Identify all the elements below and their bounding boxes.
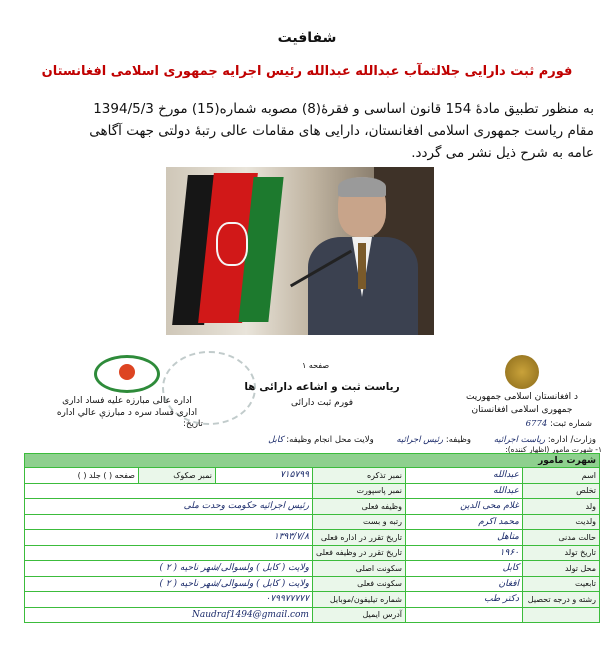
table-row: ولد غلام محی الدین وظیفه فعلی رئیس اجرائیه حکومت وحدت ملی <box>25 499 600 515</box>
person-tie <box>358 243 366 289</box>
gov-line-2: جمهوری اسلامی افغانستان <box>471 405 573 415</box>
ministry-value: ریاست اجرائیه <box>493 435 546 445</box>
officer-info-table <box>24 453 600 623</box>
gov-line-1: د افغانستان اسلامی جمهوریت <box>465 392 579 402</box>
person-figure <box>308 177 418 335</box>
ministry-row <box>22 435 602 445</box>
date-label: تاریخ: <box>183 419 203 429</box>
government-seal-icon <box>505 355 539 389</box>
table-row: رشته و درجه تحصیل دکتر طب شماره تیلیفون/موبایل ۰۷۹۹۷۷۷۷۷ <box>25 592 600 608</box>
table-row: تابعیت افغان سکونت فعلی ولایت ( کابل ) ولسوالی/شهر ناحیه ( ۲ ) <box>25 576 600 592</box>
center-line-1: ریاست ثبت و اشاعه دارائی ها <box>244 381 400 393</box>
agency-line-2: اداری فساد سره د مبارزې عالي اداره <box>56 408 198 418</box>
agency-line-1: اداره عالی مبارزه علیه فساد اداری <box>62 396 192 406</box>
asset-registration-form <box>22 345 602 645</box>
intro-line-2: مقام ریاست جمهوری اسلامی افغانستان، دارایی های مقامات عالی رتبۀ دولتی جهت آگاهی <box>89 123 594 139</box>
page-title: شفافیت <box>277 30 337 46</box>
table-row: محل تولد کابل سکونت اصلی ولایت ( کابل ) ولسوالی/شهر ناحیه ( ۲ ) <box>25 561 600 577</box>
job-value: رئیس اجرائیه <box>396 435 444 445</box>
number-value: 6774 <box>525 419 548 429</box>
location-label: ولایت محل انجام وظیفه: <box>286 435 374 445</box>
intro-line-3: عامه به شرح ذیل نشر می گردد. <box>411 145 594 161</box>
intro-line-1: به منظور تطبیق مادۀ 154 قانون اساسی و فقرۀ(8) مصوبه شماره(15) مورخ 1394/5/3 <box>93 101 594 117</box>
location-value: کابل <box>268 435 284 445</box>
eye-logo-icon <box>94 355 160 393</box>
person-hair <box>338 177 386 197</box>
table-row: تاریخ تولد ۱۹۶۰ تاریخ تقرر در وظیفه فعلی <box>25 545 600 561</box>
intro-paragraph <box>19 98 594 164</box>
section-label: ۱- شهرت مامور (اظهار کننده): <box>505 445 602 454</box>
number-date-row <box>22 419 602 429</box>
page-subtitle: فورم ثبت دارایی جلالتمآب عبدالله عبدالله رئیس اجرایه جمهوری اسلامی افغانستان <box>41 64 573 79</box>
job-label: وظیفه: <box>445 435 472 445</box>
ministry-label: وزارت/ اداره: <box>547 435 596 445</box>
table-row: آدرس ایمیل Naudraf1494@gmail.com <box>25 607 600 623</box>
flag-emblem <box>216 222 248 266</box>
center-line-2: فورم ثبت دارائی <box>290 398 353 408</box>
table-row: ولدیت محمد اکرم رتبه و بست <box>25 514 600 530</box>
table-band: شهرت مامور <box>25 454 600 468</box>
page-number: صفحه ۱ <box>302 361 330 370</box>
table-row: تخلص عبدالله نمبر پاسپورت <box>25 483 600 499</box>
government-header <box>452 355 592 417</box>
agency-header <box>52 355 202 419</box>
number-label: شماره ثبت: <box>549 419 592 429</box>
table-row: اسم عبدالله نمبر تذکره ۷۱۵۷۹۹ نمبر صکوک صفحه ( ) جلد ( ) <box>25 468 600 484</box>
form-center-header <box>232 379 412 411</box>
table-row: حالت مدنی متاهل تاریخ تقرر در اداره فعلی ۱۳۹۳/۷/۸ <box>25 530 600 546</box>
official-photo <box>166 167 434 335</box>
